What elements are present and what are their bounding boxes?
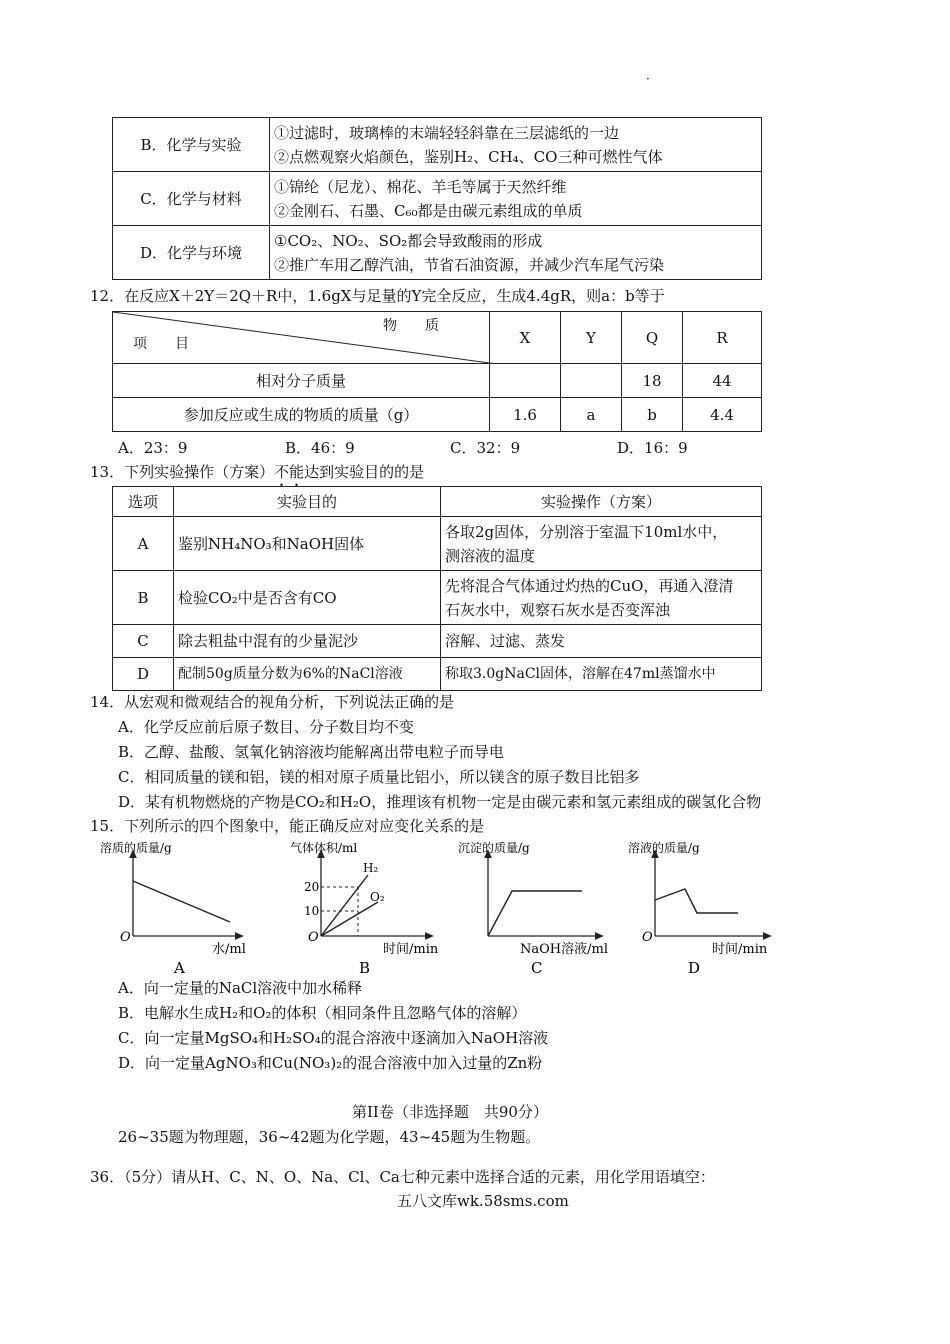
op-line: 各取2g固体，分别溶于室温下10ml水中， [445,522,728,541]
table-row [113,625,762,658]
graph-c-letter: C [531,959,543,977]
op-line: 测溶液的温度 [445,546,536,565]
q11-item: ②点燃观察火焰颜色，鉴别H₂、CH₄、CO三种可燃性气体 [274,147,663,166]
col-header: R [683,312,762,364]
table-row [113,364,762,398]
origin-label: O [642,930,653,945]
q14-stem: 14．从宏观和微观结合的视角分析，下列说法正确的是 [90,693,455,711]
q15-graphs [100,835,800,980]
table-row [113,172,762,226]
q15-option-c: C．向一定量MgSO₄和H₂SO₄的混合溶液中逐滴加入NaOH溶液 [118,1029,549,1047]
graph-c-xlabel: NaOH溶液/ml [520,942,608,957]
graph-d-xlabel: 时间/min [712,942,768,957]
q11-item: ①CO₂、NO₂、SO₂都会导致酸雨的形成 [274,231,543,250]
col-header: Y [561,312,622,364]
cell: B [113,571,174,625]
q13-table [112,486,762,691]
col-header: X [490,312,561,364]
cell: 18 [622,364,683,398]
q11-item: ②推广车用乙醇汽油，节省石油资源，并减少汽车尾气污染 [274,255,665,274]
table-row [113,658,762,691]
q14-option-c: C．相同质量的镁和铝，镁的相对原子质量比铝小，所以镁含的原子数目比铝多 [118,768,640,786]
q12-option-d: D．16：9 [617,439,688,457]
tick-10: 10 [304,904,320,918]
h2-label: H₂ [363,861,379,875]
graph-b-ylabel: 气体体积/ml [290,841,358,855]
q11-category: C．化学与材料 [113,172,270,226]
col-header: 实验目的 [174,487,441,517]
graph-a-curve [133,881,230,922]
q11-category: D．化学与环境 [113,226,270,280]
cell: 4.4 [683,398,762,432]
q11-item: ②金刚石、石墨、C₆₀都是由碳元素组成的单质 [274,201,583,220]
q12-option-b: B．46：9 [285,439,355,457]
col-header: 实验操作（方案） [441,487,762,517]
q11-item: ①锦纶（尼龙）、棉花、羊毛等属于天然纤维 [274,177,567,196]
row-label: 参加反应或生成的物质的质量（g） [113,398,490,432]
table-row [113,571,762,625]
q11-items [270,172,762,226]
cell: 检验CO₂中是否含有CO [174,571,441,625]
origin-label: O [308,930,319,945]
q15-stem: 15．下列所示的四个图象中，能正确反应对应变化关系的是 [90,817,485,835]
q11-items [270,226,762,280]
cell: a [561,398,622,432]
graph-a-letter: A [174,959,185,977]
q15-option-a: A．向一定量的NaCl溶液中加水稀释 [118,979,363,997]
q15-option-b: B．电解水生成H₂和O₂的体积（相同条件且忽略气体的溶解） [118,1004,527,1022]
q11-items [270,118,762,172]
q12-table [112,311,762,432]
origin-label: O [120,930,131,945]
graph-c [458,840,608,977]
cell [561,364,622,398]
cell [490,364,561,398]
cell: C [113,625,174,658]
q12-stem: 12．在反应X＋2Y＝2Q＋R中，1.6gX与足量的Y完全反应，生成4.4gR，则a：b等于 [90,287,665,305]
graph-b [290,840,439,977]
top-mark: · [646,72,650,86]
cell: 溶解、过滤、蒸发 [441,625,762,658]
graph-c-curve [488,891,582,936]
section-note: 26~35题为物理题，36~42题为化学题，43~45题为生物题。 [118,1128,541,1146]
cell: 44 [683,364,762,398]
cell: 除去粗盐中混有的少量泥沙 [174,625,441,658]
table-row [113,118,762,172]
cell [441,517,762,571]
header-bottom-label: 项 目 [133,336,189,352]
q11-category: B．化学与实验 [113,118,270,172]
col-header: Q [622,312,683,364]
footer: 五八文库wk.58sms.com [397,1192,569,1210]
q12-option-a: A．23：9 [118,439,188,457]
graph-d-letter: D [688,959,701,977]
op-line: 先将混合气体通过灼热的CuO，再通入澄清 [445,576,734,595]
q11-item: ①过滤时，玻璃棒的末端轻轻斜靠在三层滤纸的一边 [274,123,620,142]
cell: 1.6 [490,398,561,432]
cell: 称取3.0gNaCl固体，溶解在47ml蒸馏水中 [441,658,762,691]
q15-option-d: D．向一定量AgNO₃和Cu(NO₃)₂的混合溶液中加入过量的Zn粉 [118,1054,543,1072]
cell: D [113,658,174,691]
op-line: 石灰水中，观察石灰水是否变浑浊 [445,600,671,619]
col-header: 选项 [113,487,174,517]
graph-d [628,840,768,977]
q12-diagonal-header [113,312,490,364]
cell: 鉴别NH₄NO₃和NaOH固体 [174,517,441,571]
graph-d-ylabel: 溶液的质量/g [628,841,700,855]
tick-20: 20 [304,880,320,894]
q14-option-d: D．某有机物燃烧的产物是CO₂和H₂O，推理该有机物一定是由碳元素和氢元素组成的碳氢化合物 [118,793,762,811]
o2-line [321,902,378,936]
cell: 配制50g质量分数为6%的NaCl溶液 [174,658,441,691]
row-label: 相对分子质量 [113,364,490,398]
graph-b-xlabel: 时间/min [383,942,439,957]
cell: b [622,398,683,432]
graph-a [100,840,246,977]
section-title: 第II卷（非选择题 共90分） [352,1103,548,1121]
q13-stem-pre: 13．下列实验操作（方案） [90,463,275,481]
table-row [113,487,762,517]
graph-c-ylabel: 沉淀的质量/g [458,841,530,855]
graph-a-ylabel: 溶质的质量/g [100,841,172,855]
o2-label: O₂ [370,890,385,904]
table-row [113,398,762,432]
cell: A [113,517,174,571]
h2-line [321,875,368,936]
q14-option-b: B．乙醇、盐酸、氢氧化钠溶液均能解离出带电粒子而导电 [118,743,505,761]
table-row [113,312,762,364]
q13-stem-emphasis: 不能 [274,463,305,481]
q13-stem-post: 达到实验目的的是 [304,463,425,481]
graph-a-xlabel: 水/ml [212,942,246,957]
header-top-label: 物 质 [383,318,439,334]
q11-table [112,117,762,280]
graph-b-letter: B [359,959,371,977]
cell [441,571,762,625]
table-row [113,226,762,280]
q14-option-a: A．化学反应前后原子数目、分子数目均不变 [118,718,414,736]
table-row [113,517,762,571]
q36-stem: 36．（5分）请从H、C、N、O、Na、Cl、Ca七种元素中选择合适的元素，用化学用语填空： [90,1168,715,1186]
graph-d-curve [655,889,738,913]
q12-option-c: C．32：9 [450,439,521,457]
